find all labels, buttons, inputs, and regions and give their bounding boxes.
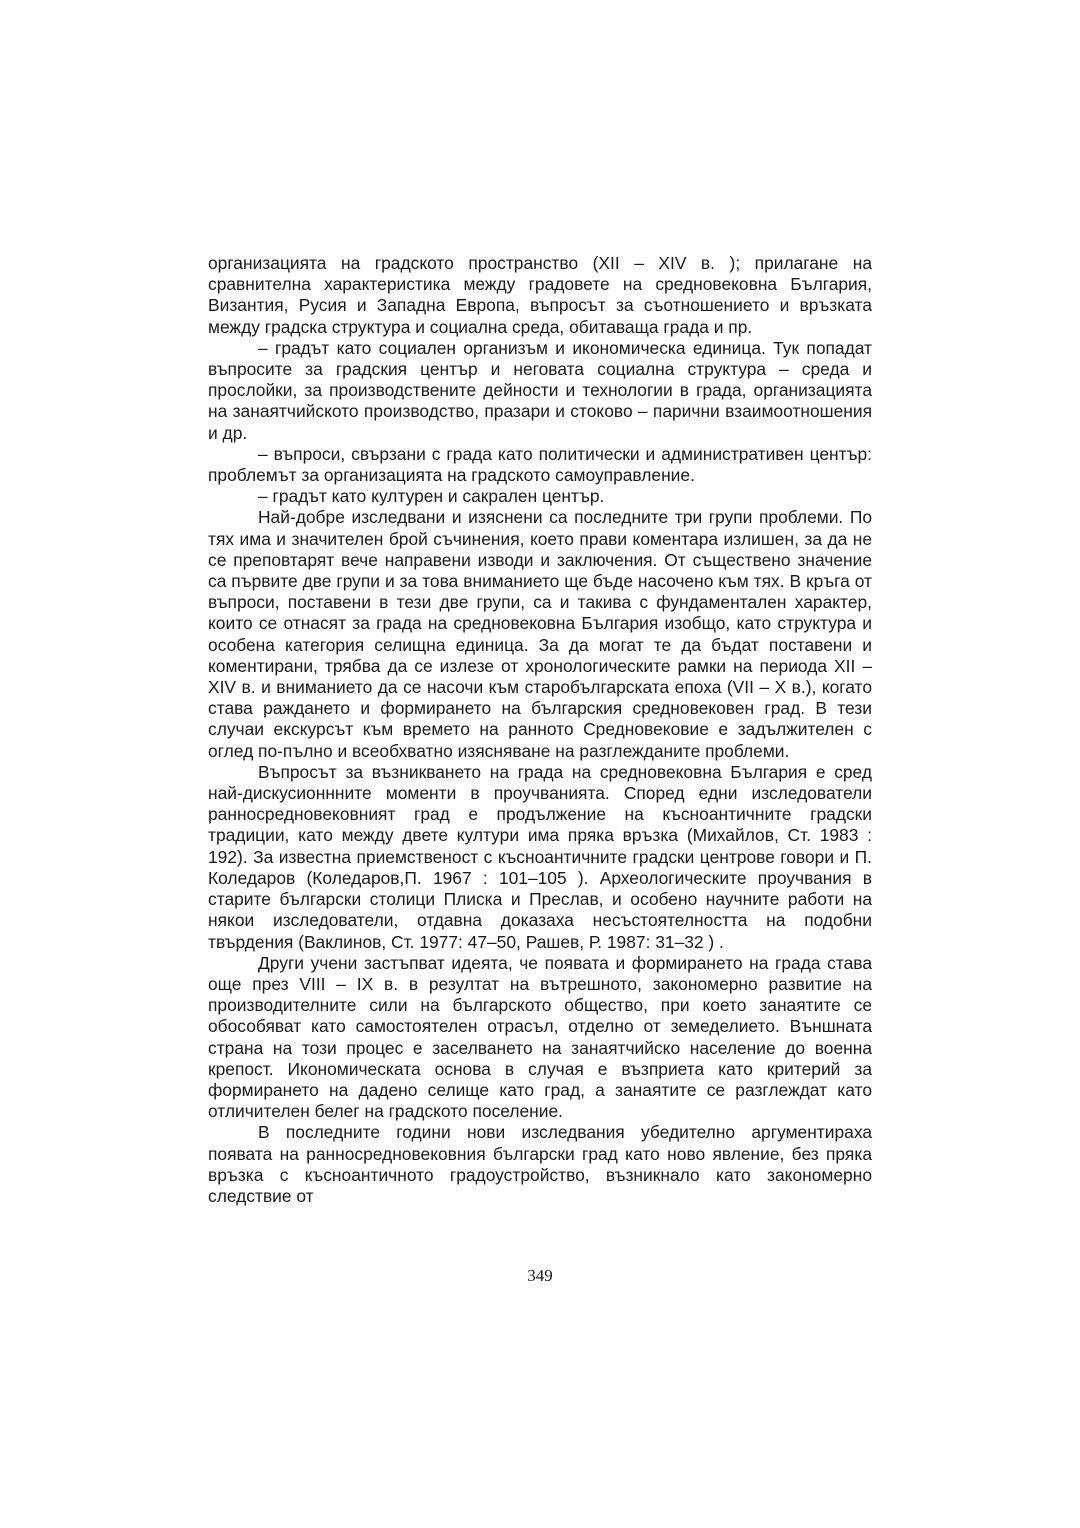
paragraph: – въпроси, свързани с града като политически и административен център: проблемът за организацията на градското самоуправление. (208, 443, 872, 486)
paragraph: Най-добре изследвани и изяснени са последните три групи проблеми. По тях има и значителен брой съчинения, което прави коментара излишен, за да не се преповтарят вече направени изводи и заключения. От съществено значение са първите две групи и за това вниманието ще бъде насочено към тях. В кръга от въпроси, поставени в тези две групи, са и такива с фундаментален характер, които се отнасят за града на средновековна България изобщо, като структура и особена категория селищна единица. За да могат те да бъдат поставени и коментирани, трябва да се излезе от хронологическите рамки на периода XII – XIV в. и вниманието да се насочи към старобългарската епоха (VII – X в.), когато става раждането и формирането на българския средновековен град. В тези случаи екскурсът към времето на ранното Средновековие е задължителен с оглед по-пълно и всеобхватно изясняване на разглежданите проблеми. (208, 507, 872, 761)
page-number: 349 (527, 1266, 553, 1285)
paragraph: – градът като културен и сакрален център. (258, 486, 605, 507)
body-text (208, 253, 872, 1207)
paragraph: организацията на градското пространство (XII – XIV в. ); прилагане на сравнителна характеристика между градовете на средновековна България, Византия, Русия и Западна Европа, въпросът за съотношението и връзката между градска структура и социална среда, обитаваща града и пр. (208, 253, 872, 337)
paragraph: В последните години нови изследвания убедително аргументираха появата на ранносредновековния български град като ново явление, без пряка връзка с късноантичното градоустройство, възникнало като закономерно следствие от (208, 1122, 872, 1206)
paragraph: – градът като социален организъм и икономическа единица. Тук попадат въпросите за градския център и неговата социална структура – среда и прослойки, за производствените дейности и технологии в града, организацията на занаятчийското производство, празари и стоково – парични взаимоотношения и др. (208, 337, 872, 443)
paragraph: Въпросът за възникването на града на средновековна България е сред най-дискусионнните моменти в проучванията. Според едни изследователи ранносредновековният град е продължение на късноантичните градски традиции, като между двете култури има пряка връзка (Михайлов, Ст. 1983 : 192). За известна приемственост с късноантичните градски центрове говори и П. Коледаров (Коледаров,П. 1967 : 101–105 ). Археологическите проучвания в старите български столици Плиска и Преслав, и особено научните работи на някои изследователи, отдавна доказаха несъстоятелността на подобни твърдения (Ваклинов, Ст. 1977: 47–50, Рашев, Р. 1987: 31–32 ) . (208, 761, 872, 952)
paragraph: Други учени застъпват идеята, че появата и формирането на града става още през VIII – IX в. в резултат на вътрешното, закономерно развитие на производителните сили на българското общество, при което занаятите се обособяват като самостоятелен отрасъл, отделно от земеделието. Външната страна на този процес е заселването на занаятчийско население до военна крепост. Икономическата основа в случая е възприета като критерий за формирането на дадено селище като град, а занаятите се разглеждат като отличителен белег на градското поселение. (208, 952, 872, 1122)
